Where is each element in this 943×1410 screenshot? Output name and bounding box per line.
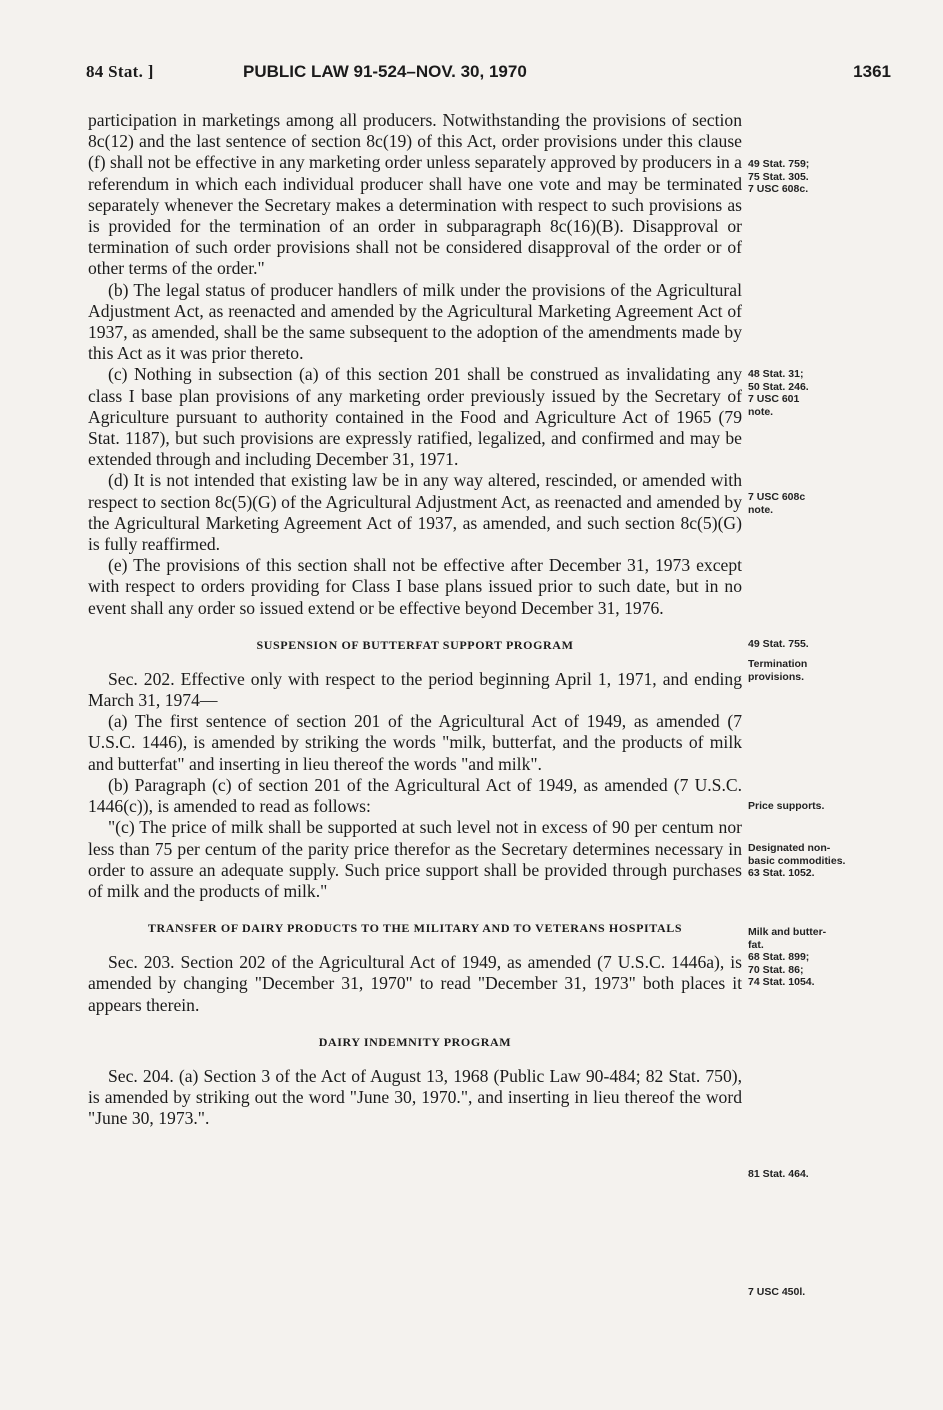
section-heading-butterfat: SUSPENSION OF BUTTERFAT SUPPORT PROGRAM [256, 637, 574, 652]
section-204: Sec. 204. (a) Section 3 of the Act of August 13, 1968 (Public Law 90-484; 82 Stat. 750), is amended by striking out the word "June 30, 1970.", and inserting in lieu thereof the word "June 30, 1973.". [88, 1065, 742, 1129]
margin-note-nonbasic: Designated non- basic commodities. 63 Stat. 1052. [748, 842, 846, 879]
margin-note-citation-450l: 7 USC 450l. [748, 1286, 806, 1298]
paragraph-b: (b) The legal status of producer handlers of milk under the provisions of the Agricultural Adjustment Act, as reenacted and amended by the Agricultural Marketing Agreement Act of 1937, as amended, shall be the same subsequent to the adoption of the amendments made by this Act as it was prior thereto. [88, 279, 742, 364]
paragraph-e: (e) The provisions of this section shall not be effective after December 31, 1973 except with respect to orders providing for Class I base plans issued prior to such date, but in no event shall any order so issued extend or be effective beyond December 31, 1976. [88, 555, 742, 618]
margin-note-milk-butterfat: Milk and butter- fat. 68 Stat. 899; 70 Stat. 86; 74 Stat. 1054. [748, 926, 827, 988]
section-203: Sec. 203. Section 202 of the Agricultural Act of 1949, as amended (7 U.S.C. 1446a), is amended by changing "December 31, 1970" to read "December 31, 1973" both places it appears therein. [88, 952, 742, 1015]
section-202-b: (b) Paragraph (c) of section 201 of the Agricultural Act of 1949, as amended (7 U.S.C. 1446(c)), is amended to read as follows: [88, 774, 742, 817]
margin-note-citation-81: 81 Stat. 464. [748, 1168, 809, 1180]
section-202: Sec. 202. Effective only with respect to the period beginning April 1, 1971, and ending March 31, 1974— [88, 668, 742, 711]
margin-note-citation-3: 7 USC 608c note. [748, 491, 806, 516]
section-heading-indemnity: DAIRY INDEMNITY PROGRAM [318, 1034, 512, 1049]
margin-note-price-supports: Price supports. [748, 800, 825, 812]
running-title: PUBLIC LAW 91-524–NOV. 30, 1970 [243, 62, 527, 81]
section-202-c-quote: "(c) The price of milk shall be supported at such level not in excess of 90 per centum nor less than 75 per centum of the parity price therefor as the Secretary determines necessary in order to assure an adequate supply. Such price support shall be provided through purchases of milk and the products of milk." [88, 817, 742, 901]
statute-volume: 84 Stat. ] [86, 62, 154, 81]
margin-note-citation-1: 49 Stat. 759; 75 Stat. 305. 7 USC 608c. [748, 158, 810, 195]
main-text [88, 110, 742, 1129]
page-header [0, 62, 943, 92]
section-heading-transfer: TRANSFER OF DAIRY PRODUCTS TO THE MILITARY AND TO VETERANS HOSPITALS [147, 921, 683, 936]
paragraph-continuation: participation in marketings among all producers. Notwithstanding the provisions of section 8c(12) and the last sentence of section 8c(19) of this Act, order provisions under this clause (f) shall not be effective in any marketing order unless separately approved by producers in a referendum in which each individual producer shall have one vote and may be terminated separately whenever the Secretary makes a determination with respect to such provisions as is provided for the termination of an order in subparagraph 8c(16)(B). Disapproval or termination of such order provisions shall not be considered disapproval of the order or of other terms of the order." [88, 110, 742, 279]
page-number: 1361 [853, 62, 891, 81]
margin-note-termination: Termination provisions. [748, 658, 808, 683]
margin-note-citation-4: 49 Stat. 755. [748, 638, 809, 650]
paragraph-c: (c) Nothing in subsection (a) of this section 201 shall be construed as invalidating any class I base plan provisions of any marketing order previously issued by the Secretary of Agriculture pursuant to authority contained in the Food and Agriculture Act of 1965 (79 Stat. 1187), but such provisions are expressly ratified, legalized, and confirmed and may be extended through and including December 31, 1971. [88, 364, 742, 470]
section-202-a: (a) The first sentence of section 201 of the Agricultural Act of 1949, as amended (7 U.S.C. 1446), is amended by striking the words "milk, butterfat, and the products of milk and butterfat" and inserting in lieu thereof the words "and milk". [88, 711, 742, 774]
paragraph-d: (d) It is not intended that existing law be in any way altered, rescinded, or amended with respect to section 8c(5)(G) of the Agricultural Adjustment Act, as reenacted and amended by the Agricultural Marketing Agreement Act of 1937, as amended, and such section 8c(5)(G) is fully reaffirmed. [88, 470, 742, 555]
margin-note-citation-2: 48 Stat. 31; 50 Stat. 246. 7 USC 601 note. [748, 368, 809, 418]
